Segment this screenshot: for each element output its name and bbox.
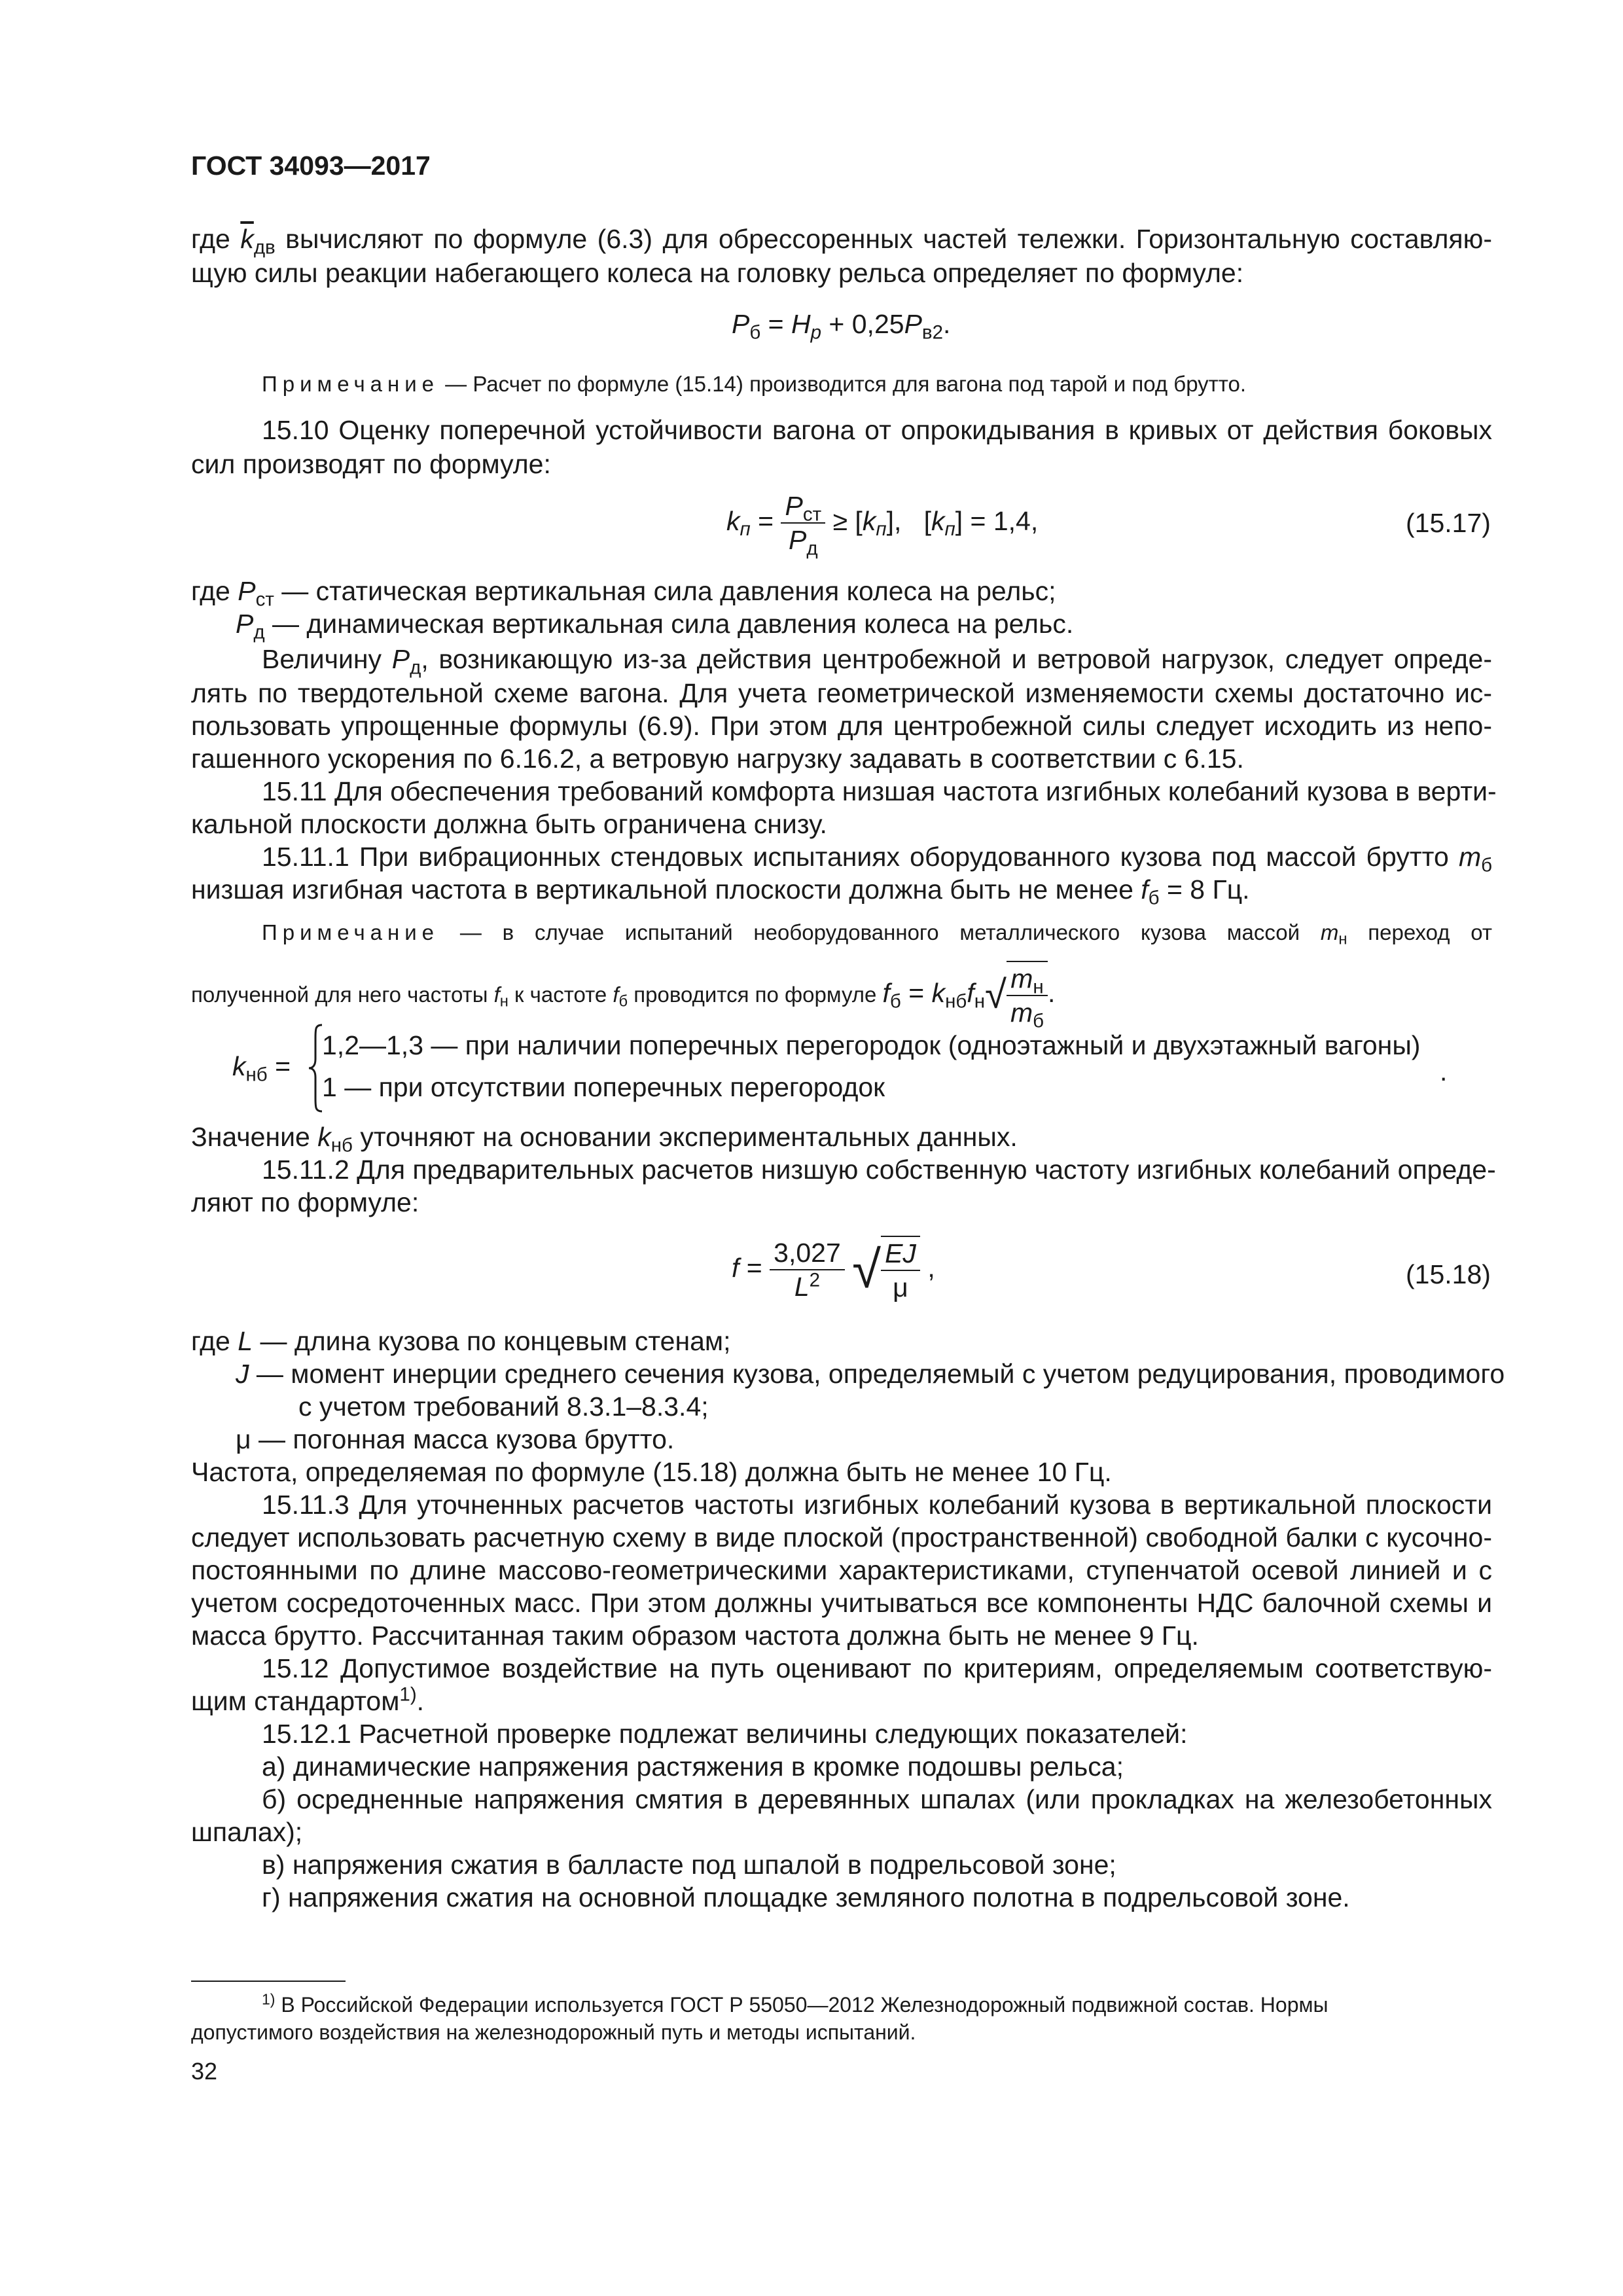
note-formula-line: полученной для него частоты $f_н$ к частоте $f_б$ проводится по формуле $f_б = k_{нб}f_н√$ $\frac{m_н}{m_б}$ . — [191, 961, 1055, 1029]
footnote-rule — [191, 1981, 346, 1982]
where-line: $P_д$ — динамическая вертикальная сила давления колеса на рельс. — [236, 609, 1074, 643]
section-15-10: 15.10 Оценку поперечной устойчивости вагона от опрокидывания в кривых от действия боковых — [262, 415, 1492, 445]
knb-symbol: $k_{нб}$ = — [232, 1051, 291, 1086]
paragraph-line: гашенного ускорения по 6.16.2, а ветровую нагрузку задавать в соответствии с 6.15. — [191, 744, 1244, 774]
paragraph-line: где $\overline{k}_{дв}$ вычисляют по формуле (6.3) для обрессоренных частей тележки. Горизонтальную составляю- — [191, 224, 1492, 259]
paragraph-line: Частота, определяемая по формуле (15.18) должна быть не менее 10 Гц. — [191, 1457, 1112, 1487]
list-item-continuation: шпалах); — [191, 1817, 303, 1847]
equation-number: (15.17) — [1406, 508, 1491, 538]
where-line: где L — длина кузова по концевым стенам; — [191, 1326, 731, 1356]
knb-case-2: 1 — при отсутствии поперечных перегородок — [322, 1072, 885, 1102]
formula-pb: $P_б = H_p + 0,25P_{в2}$. — [732, 309, 951, 344]
list-item: б) осредненные напряжения смятия в деревянных шпалах (или прокладках на железобетонных — [262, 1784, 1492, 1814]
section-15-11-1: 15.11.1 При вибрационных стендовых испытаниях оборудованного кузова под массой брутто $m_б$ — [262, 842, 1492, 876]
paragraph-line: масса брутто. Рассчитанная таким образом частота должна быть не менее 9 Гц. — [191, 1621, 1199, 1651]
list-item: г) напряжения сжатия на основной площадке земляного полотна в подрельсовой зоне. — [262, 1882, 1350, 1912]
where-line: μ — погонная масса кузова брутто. — [236, 1424, 675, 1454]
section-15-12-1: 15.12.1 Расчетной проверке подлежат величины следующих показателей: — [262, 1719, 1188, 1749]
paragraph-line: сил производят по формуле: — [191, 449, 551, 479]
knb-case-1: 1,2—1,3 — при наличии поперечных перегородок (одноэтажный и двухэтажный вагоны) — [322, 1030, 1421, 1060]
paragraph-line: низшая изгибная частота в вертикальной плоскости должна быть не менее $f_б = 8$ Гц. — [191, 874, 1250, 909]
section-15-12: 15.12 Допустимое воздействие на путь оценивают по критериям, определяемым соответствую- — [262, 1653, 1492, 1683]
note: Примечание — Расчет по формуле (15.14) производится для вагона под тарой и под брутто. — [262, 372, 1247, 396]
where-line: J — момент инерции среднего сечения кузова, определяемый с учетом редуцирования, проводимого — [236, 1359, 1505, 1389]
note: Примечание — в случае испытаний необорудованного металлического кузова массой $m_н$ переход от — [262, 920, 1493, 948]
formula-15-17: $k_п$ = $\frac{P_{ст}}{P_д}$ ≥ $[k_п]$, $[k_п] = 1,4$, — [726, 491, 1039, 560]
page-number: 32 — [191, 2058, 218, 2085]
footnote-line: допустимого воздействия на железнодорожный путь и методы испытаний. — [191, 2020, 916, 2044]
paragraph-line: Значение $k_{нб}$ уточняют на основании экспериментальных данных. — [191, 1122, 1018, 1157]
document-header: ГОСТ 34093—2017 — [191, 151, 431, 181]
paragraph-line: лять по твердотельной схеме вагона. Для учета геометрической изменяемости схемы достаточно ис- — [191, 678, 1492, 708]
paragraph-line: учетом сосредоточенных масс. При этом должны учитываться все компоненты НДС балочной схемы и — [191, 1588, 1492, 1618]
section-15-11: 15.11 Для обеспечения требований комфорта низшая частота изгибных колебаний кузова в верти- — [262, 776, 1497, 806]
paragraph-line: пользовать упрощенные формулы (6.9). При этом для центробежной силы следует исходить из непо- — [191, 711, 1492, 741]
paragraph-line: щим стандартом$^{1)}$. — [191, 1683, 425, 1716]
section-15-11-3: 15.11.3 Для уточненных расчетов частоты изгибных колебаний кузова в вертикальной плоскости — [262, 1490, 1492, 1520]
where-line: где $P_{ст}$ — статическая вертикальная сила давления колеса на рельс; — [191, 576, 1056, 611]
formula-15-18: f = $\frac{3,027}{L^2}$ √ $\frac{EJ}{\mu}$ , — [732, 1236, 935, 1304]
section-15-11-2: 15.11.2 Для предварительных расчетов низшую собственную частоту изгибных колебаний опреде- — [262, 1155, 1496, 1185]
paragraph-line: следует использовать расчетную схему в виде плоской (пространственной) свободной балки с кусочно- — [191, 1522, 1492, 1552]
paragraph-line: постоянными по длине массово-геометрическими характеристиками, ступенчатой осевой линией и с — [191, 1555, 1492, 1585]
knb-dot: . — [1440, 1056, 1448, 1086]
list-item: в) напряжения сжатия в балласте под шпалой в подрельсовой зоне; — [262, 1850, 1116, 1880]
paragraph-line: ляют по формуле: — [191, 1187, 419, 1217]
paragraph-line: Величину $P_д$, возникающую из-за действия центробежной и ветровой нагрузок, следует опреде- — [262, 644, 1492, 679]
where-line: с учетом требований 8.3.1–8.3.4; — [298, 1391, 709, 1422]
paragraph-line: кальной плоскости должна быть ограничена снизу. — [191, 809, 827, 839]
equation-number: (15.18) — [1406, 1259, 1491, 1289]
paragraph-line: щую силы реакции набегающего колеса на головку рельса определяет по формуле: — [191, 258, 1244, 288]
footnote-line: $^{1)}$ В Российской Федерации используется ГОСТ Р 55050—2012 Железнодорожный подвижной состав. Нормы — [262, 1990, 1329, 2017]
list-item: а) динамические напряжения растяжения в кромке подошвы рельса; — [262, 1751, 1124, 1782]
